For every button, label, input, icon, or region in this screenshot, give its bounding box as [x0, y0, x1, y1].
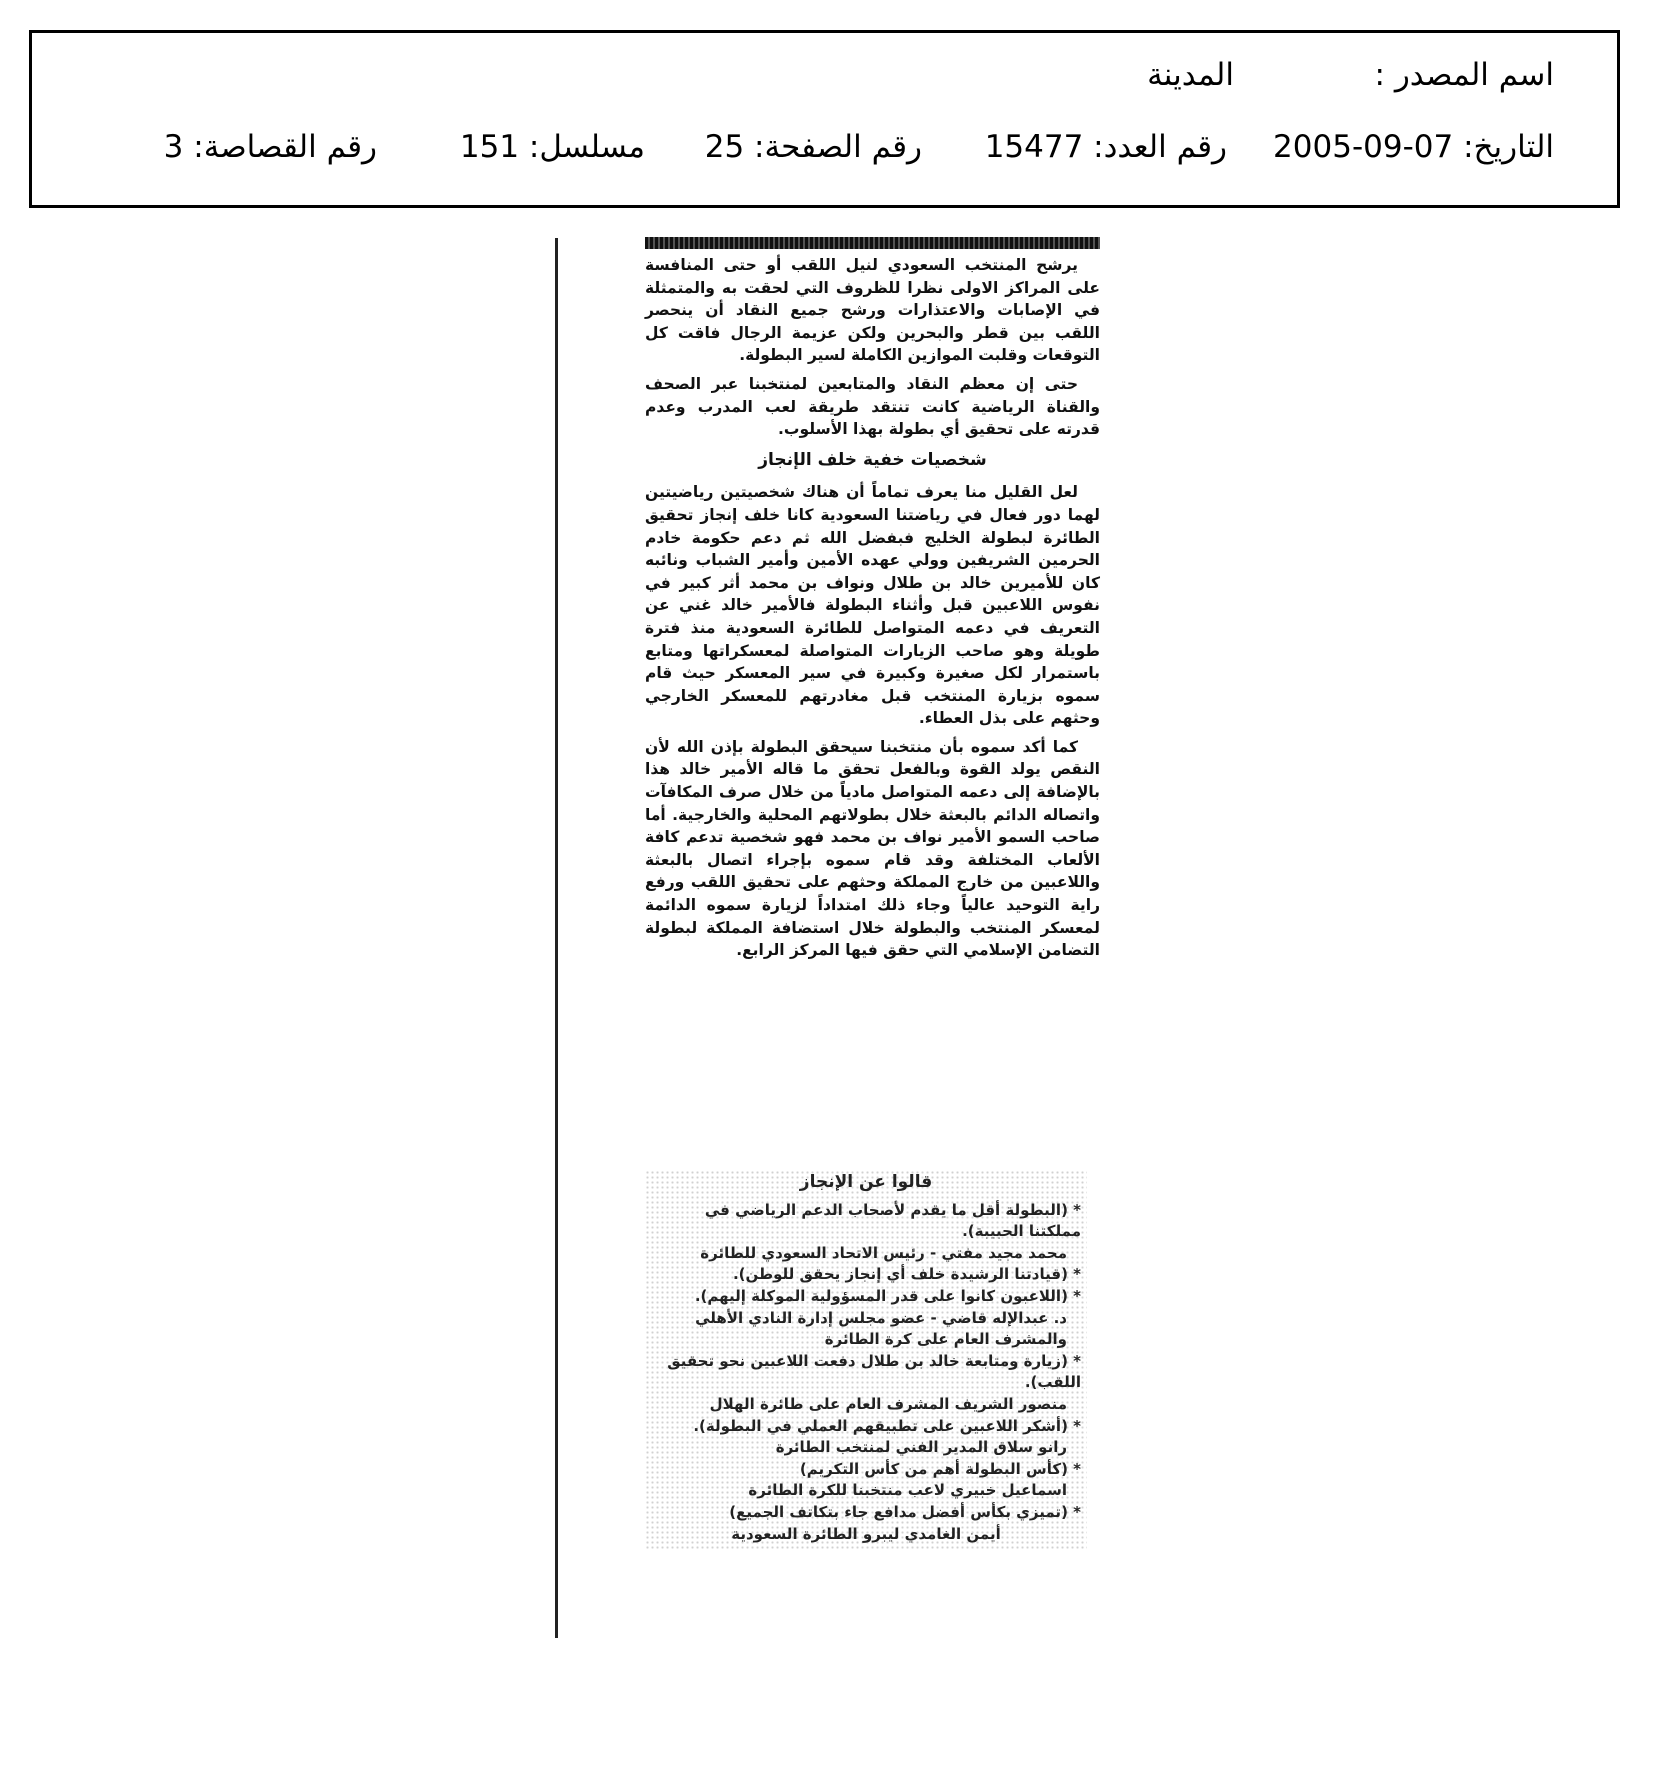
date-field: التاريخ: 07-09-2005: [1273, 129, 1554, 165]
quote-text: * (قيادتنا الرشيدة خلف أي إنجاز يحقق للوطن).: [732, 1265, 1081, 1284]
quote-text: * (أشكر اللاعبين على تطبيقهم العملي في البطولة).: [693, 1416, 1081, 1435]
article-body: [645, 254, 1100, 968]
document-header: [29, 30, 1620, 208]
quote-text: * (زيارة ومتابعة خالد بن طلال دفعت اللاعبين نحو تحقيق اللقب).: [667, 1351, 1081, 1392]
page-number-field: رقم الصفحة: 25: [704, 129, 922, 165]
quote-text: * (اللاعبون كانوا على قدر المسؤولية الموكلة إليهم).: [694, 1286, 1081, 1305]
quotes-title: قالوا عن الإنجاز: [799, 1172, 933, 1192]
article-subheading: شخصيات خفية خلف الإنجاز: [758, 449, 987, 470]
quote-text: * (البطولة أقل ما يقدم لأصحاب الدعم الرياضي في مملكتنا الحبيبة).: [704, 1200, 1081, 1241]
quote-text: * (تميزي بكأس أفضل مدافع جاء بتكاتف الجميع): [729, 1502, 1081, 1521]
column-rule: [555, 238, 558, 1638]
quote-author: رانو سلاق المدير الفني لمنتخب الطائرة: [775, 1438, 1067, 1457]
quote-author: محمد مجيد مفتي - رئيس الاتحاد السعودي للطائرة: [700, 1243, 1067, 1262]
clip-number-field: رقم القصاصة: 3: [163, 129, 377, 165]
article-paragraph: لعل القليل منا يعرف تماماً أن هناك شخصيتين رياضيتين لهما دور فعال في رياضتنا السعودية كانا خلف إنجاز تحقيق الطائرة لبطولة الخليج فبفضل الله ثم دعم حكومة خادم الحرمين الشريفين وولي عهده الأمين وأمير الشباب ونائبه كان للأميرين خالد بن طلال ونواف بن محمد أثر كبير في نفوس اللاعبين قبل وأثناء البطولة فالأمير خالد غني عن التعريف في دعمه المتواصل للطائرة السعودية منذ فترة طويلة وهو صاحب الزيارات المتواصلة لمعسكراتها ومتابع باستمرار لكل صغيرة وكبيرة في سير المعسكر حيث قام سموه بزيارة المنتخب قبل مغادرتهم للمعسكر الخارجي وحثهم على بذل العطاء.: [645, 483, 1100, 728]
top-bar: [645, 237, 1100, 249]
serial-field: مسلسل: 151: [459, 129, 645, 165]
quote-author: منصور الشريف المشرف العام على طائرة الهلال: [709, 1394, 1067, 1413]
quote-text: * (كأس البطولة أهم من كأس التكريم): [799, 1459, 1081, 1478]
source-value: المدينة: [1147, 57, 1234, 93]
quote-author: أيمن الغامدي ليبرو الطائرة السعودية: [731, 1524, 1001, 1543]
issue-number-field: رقم العدد: 15477: [984, 129, 1227, 165]
article-paragraph: يرشح المنتخب السعودي لنيل اللقب أو حتى المنافسة على المراكز الاولى نظرا للظروف التي لحقت به والمتمثلة في الإصابات والاعتذارات ورشح جميع النقاد أن ينحصر اللقب بين قطر والبحرين ولكن عزيمة الرجال فاقت كل التوقعات وقلبت الموازين الكاملة لسير البطولة.: [645, 256, 1100, 365]
source-label: اسم المصدر :: [1374, 57, 1554, 93]
newspaper-clipping: [555, 232, 1115, 1762]
quote-author: د. عبدالإله قاضي - عضو مجلس إدارة النادي الأهلي والمشرف العام على كرة الطائرة: [695, 1308, 1067, 1349]
article-paragraph: حتى إن معظم النقاد والمتابعين لمنتخبنا عبر الصحف والقناة الرياضية كانت تنتقد طريقة لعب المدرب وعدم قدرته على تحقيق أي بطولة بهذا الأسلوب.: [645, 374, 1100, 439]
quote-author: اسماعيل خبيري لاعب منتخبنا للكرة الطائرة: [748, 1481, 1067, 1500]
article-paragraph: كما أكد سموه بأن منتخبنا سيحقق البطولة بإذن الله لأن النقص يولد القوة وبالفعل تحقق ما قاله الأمير خالد هذا بالإضافة إلى دعمه المتواصل مادياً من خلال صرف المكافآت واتصاله الدائم بالبعثة خلال بطولاتهم المحلية والخارجية. أما صاحب السمو الأمير نواف بن محمد فهو شخصية تدعم كافة الألعاب المختلفة وقد قام سموه بإجراء اتصال بالبعثة واللاعبين من خارج المملكة وحثهم على تحقيق اللقب ورفع راية التوحيد عالياً وجاء ذلك امتداداً لزيارة سموه الدائمة لمعسكر المنتخب والبطولة خلال استضافة المملكة لبطولة التضامن الإسلامي التي حقق فيها المركز الرابع.: [645, 737, 1100, 960]
quotes-section: [645, 1170, 1087, 1551]
